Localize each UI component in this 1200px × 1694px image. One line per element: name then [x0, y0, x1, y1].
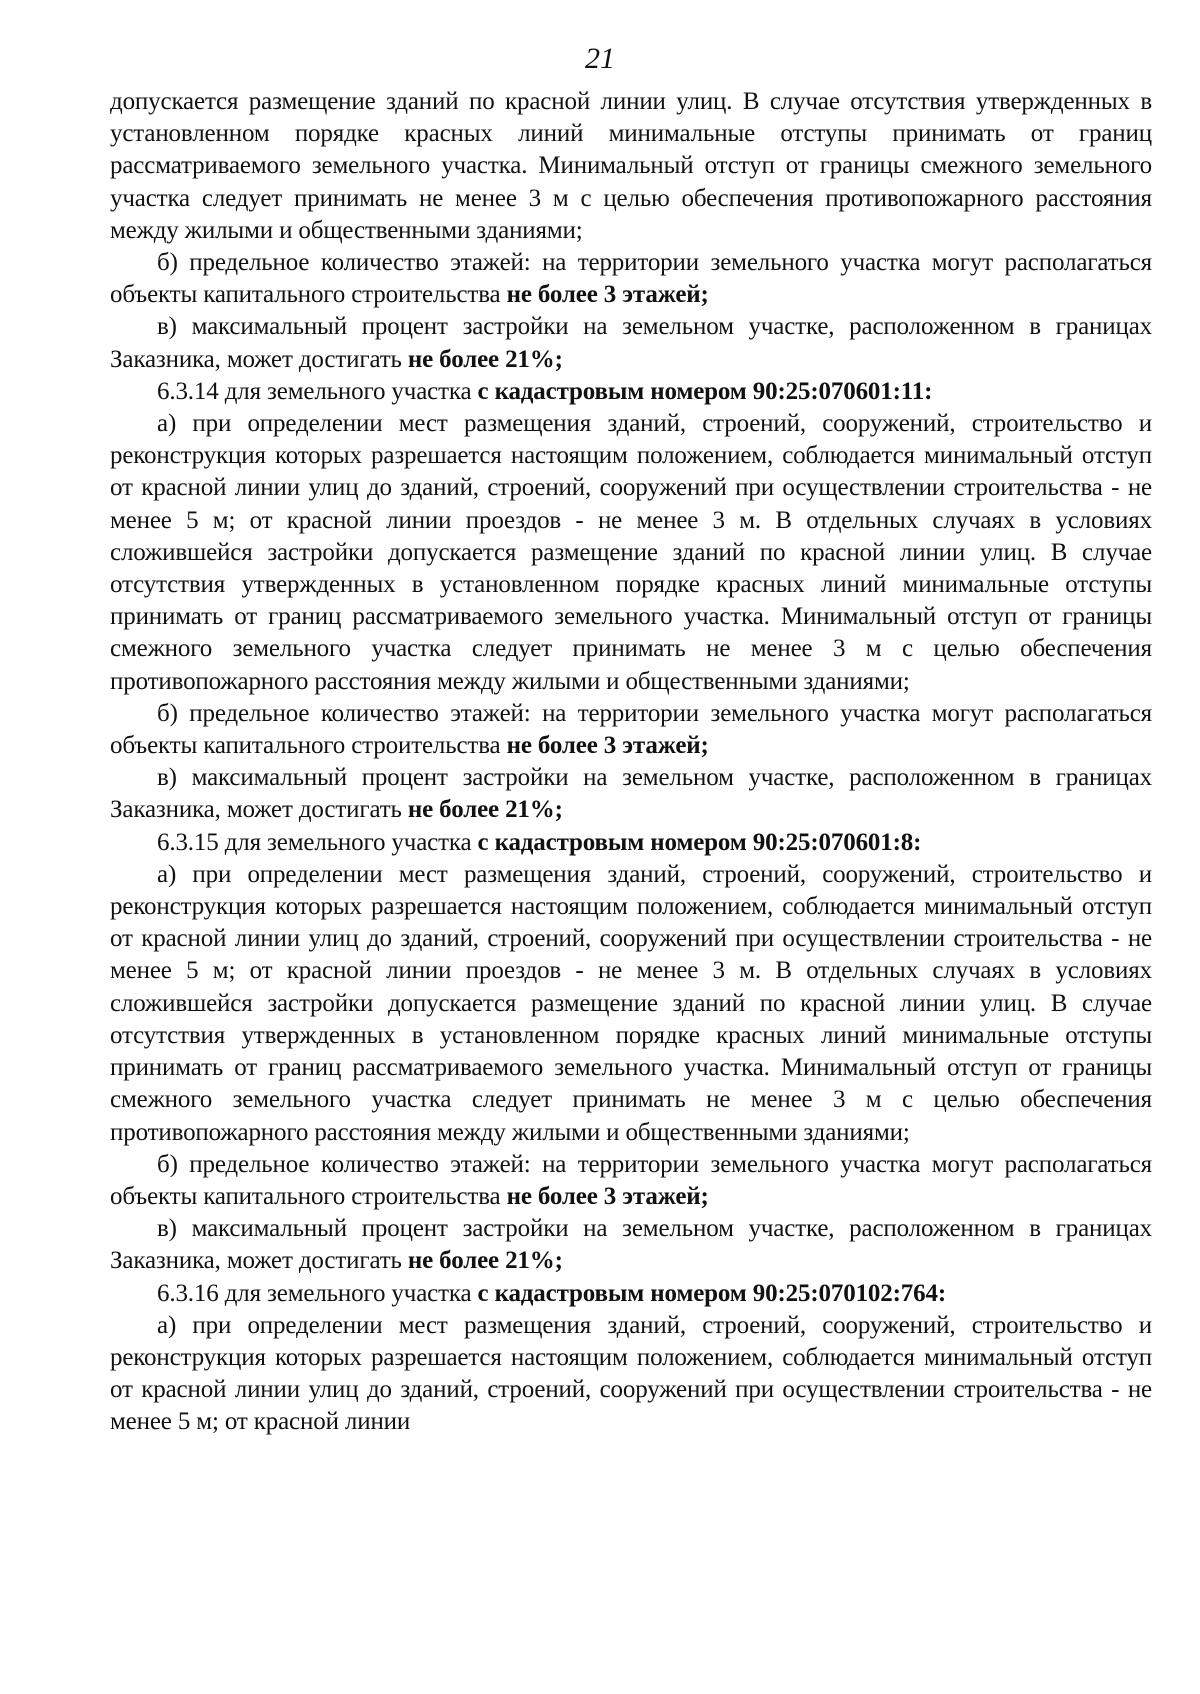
text-run: 6.3.15 для земельного участка [157, 828, 478, 856]
paragraph [110, 827, 1152, 859]
paragraph [110, 762, 1152, 826]
bold-text: не более 21%; [407, 1247, 563, 1275]
page-number: 21 [585, 42, 615, 75]
paragraph [110, 1310, 1152, 1439]
paragraph [110, 86, 1152, 247]
bold-text: не более 3 этажей; [506, 732, 709, 760]
paragraph [110, 698, 1152, 762]
paragraph [110, 1278, 1152, 1310]
bold-text: не более 3 этажей; [506, 1182, 709, 1210]
text-run: б) предельное количество этажей: на территории земельного участка могут располагаться объекты капитального строительства [110, 699, 1152, 760]
bold-text: с кадастровым номером 90:25:070102:764: [477, 1279, 947, 1307]
text-run: б) предельное количество этажей: на территории земельного участка могут располагаться объекты капитального строительства [110, 1150, 1152, 1210]
text-run: в) максимальный процент застройки на земельном участке, расположенном в границах Заказника, может достигать [110, 313, 1152, 373]
paragraph [110, 376, 1152, 408]
text-run: б) предельное количество этажей: на территории земельного участка могут располагаться объекты капитального строительства [110, 249, 1152, 309]
paragraph [110, 311, 1152, 375]
document-body [110, 86, 1152, 1439]
paragraph [110, 1213, 1152, 1277]
bold-text: с кадастровым номером 90:25:070601:8: [477, 828, 922, 856]
paragraph [110, 408, 1152, 698]
bold-text: не более 3 этажей; [506, 281, 709, 309]
text-run: а) при определении мест размещения зданий, строений, сооружений, строительство и реконструкция которых разрешается настоящим положением, соблюдается минимальный отступ от красной линии улиц до зданий, строений, сооружений при осуществлении строительства - не менее 5 м; от красной линии [110, 1311, 1152, 1436]
paragraph [110, 1149, 1152, 1213]
text-run: в) максимальный процент застройки на земельном участке, расположенном в границах Заказника, может достигать [110, 1215, 1152, 1275]
text-run: 6.3.16 для земельного участка [157, 1279, 478, 1307]
text-run: в) максимальный процент застройки на земельном участке, расположенном в границах Заказника, может достигать [110, 764, 1152, 824]
bold-text: не более 21%; [407, 345, 563, 373]
text-run: а) при определении мест размещения зданий, строений, сооружений, строительство и реконструкция которых разрешается настоящим положением, соблюдается минимальный отступ от красной линии улиц до зданий, строений, сооружений при осуществлении строительства - не менее 5 м; от красной линии проездов - не менее 3 м. В отдельных случаях в условиях сложившейся застройки допускается размещение зданий по красной линии улиц. В случае отсутствия утвержденных в установленном порядке красных линий минимальные отступы принимать от границ рассматриваемого земельного участка. Минимальный отступ от границы смежного земельного участка следует принимать не менее 3 м с целью обеспечения противопожарного расстояния между жилыми и общественными зданиями; [110, 410, 1152, 695]
text-run: допускается размещение зданий по красной линии улиц. В случае отсутствия утвержденных в установленном порядке красных линий минимальные отступы принимать от границ рассматриваемого земельного участка. Минимальный отступ от границы смежного земельного участка следует принимать не менее 3 м с целью обеспечения противопожарного расстояния между жилыми и общественными зданиями; [110, 88, 1152, 244]
paragraph [110, 247, 1152, 311]
text-run: 6.3.14 для земельного участка [157, 377, 478, 405]
paragraph [110, 859, 1152, 1149]
bold-text: не более 21%; [407, 796, 563, 824]
text-run: а) при определении мест размещения зданий, строений, сооружений, строительство и реконструкция которых разрешается настоящим положением, соблюдается минимальный отступ от красной линии улиц до зданий, строений, сооружений при осуществлении строительства - не менее 5 м; от красной линии проездов - не менее 3 м. В отдельных случаях в условиях сложившейся застройки допускается размещение зданий по красной линии улиц. В случае отсутствия утвержденных в установленном порядке красных линий минимальные отступы принимать от границ рассматриваемого земельного участка. Минимальный отступ от границы смежного земельного участка следует принимать не менее 3 м с целью обеспечения противопожарного расстояния между жилыми и общественными зданиями; [110, 860, 1152, 1146]
bold-text: с кадастровым номером 90:25:070601:11: [477, 377, 933, 405]
